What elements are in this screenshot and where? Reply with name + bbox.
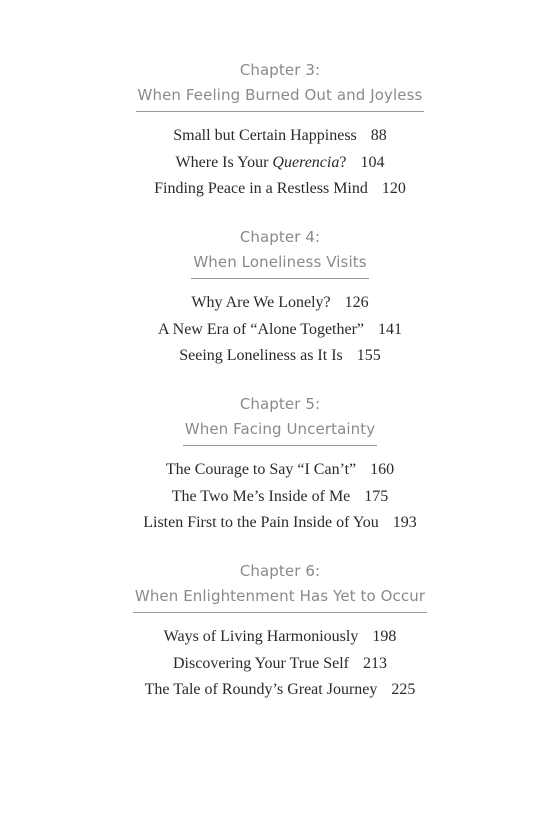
toc-entry[interactable] <box>0 651 560 678</box>
toc-entry-page: 104 <box>360 153 385 171</box>
toc-entry[interactable] <box>0 123 560 150</box>
toc-entry-list <box>0 457 560 537</box>
toc-entry-page: 193 <box>392 514 417 531</box>
chapter-title-underline <box>183 419 377 446</box>
toc-entry[interactable] <box>0 484 560 511</box>
chapter-title: When Loneliness Visits <box>193 253 367 271</box>
chapter-title-underline <box>136 85 425 112</box>
toc-entry-page: 213 <box>363 654 387 672</box>
chapter-4-section <box>0 227 560 370</box>
toc-entry-title-text: Where Is Your <box>175 153 273 171</box>
toc-entry-title: The Tale of Roundy’s Great Journey <box>144 681 378 698</box>
toc-entry-title: Ways of Living Harmoniously <box>163 628 359 645</box>
toc-entry-title: Listen First to the Pain Inside of You <box>143 514 379 531</box>
chapter-title-underline <box>191 252 368 279</box>
toc-entry-title: Finding Peace in a Restless Mind <box>154 180 368 197</box>
chapter-title: When Feeling Burned Out and Joyless <box>137 86 423 104</box>
chapter-5-section <box>0 394 560 537</box>
toc-entry-title: The Two Me’s Inside of Me <box>171 487 351 505</box>
toc-entry[interactable] <box>0 317 560 344</box>
toc-entry[interactable] <box>0 176 560 203</box>
chapter-title: When Facing Uncertainty <box>184 420 376 438</box>
toc-entry-title: Discovering Your True Self <box>172 654 349 672</box>
toc-entry-list <box>0 123 560 203</box>
toc-entry[interactable] <box>0 677 560 704</box>
chapter-3-section <box>0 60 560 203</box>
toc-entry-title <box>176 154 347 171</box>
toc-entry-title: Small but Certain Happiness <box>173 127 357 144</box>
chapter-6-section <box>0 561 560 704</box>
toc-entry[interactable] <box>0 457 560 484</box>
toc-entry[interactable] <box>0 150 560 177</box>
chapter-number: Chapter 6: <box>239 562 321 580</box>
toc-entry-title-italic: Querencia <box>272 153 340 171</box>
toc-entry-page: 225 <box>391 681 416 698</box>
toc-entry-title-text: ? <box>339 153 347 171</box>
toc-entry[interactable] <box>0 624 560 651</box>
toc-entry-title: Seeing Loneliness as It Is <box>179 347 343 364</box>
toc-entry-page: 126 <box>344 294 369 311</box>
toc-entry-page: 88 <box>370 127 387 144</box>
toc-entry[interactable] <box>0 343 560 370</box>
toc-entry-list <box>0 624 560 704</box>
toc-entry[interactable] <box>0 290 560 317</box>
toc-entry-title: A New Era of “Alone Together” <box>157 320 365 338</box>
toc-entry-page: 198 <box>372 628 397 645</box>
toc-entry-page: 160 <box>370 461 395 478</box>
toc-entry-page: 175 <box>364 487 389 505</box>
toc-entry[interactable] <box>0 510 560 537</box>
chapter-number: Chapter 3: <box>239 61 321 79</box>
toc-entry-page: 155 <box>356 347 381 364</box>
chapter-number: Chapter 4: <box>239 228 321 246</box>
toc-entry-page: 120 <box>381 180 406 197</box>
chapter-number: Chapter 5: <box>239 395 321 413</box>
toc-entry-title: Why Are We Lonely? <box>191 294 331 311</box>
toc-entry-title: The Courage to Say “I Can’t” <box>165 461 357 478</box>
chapter-title: When Enlightenment Has Yet to Occur <box>134 587 426 605</box>
toc-entry-list <box>0 290 560 370</box>
chapter-title-underline <box>133 586 427 613</box>
toc-entry-page: 141 <box>378 320 403 338</box>
